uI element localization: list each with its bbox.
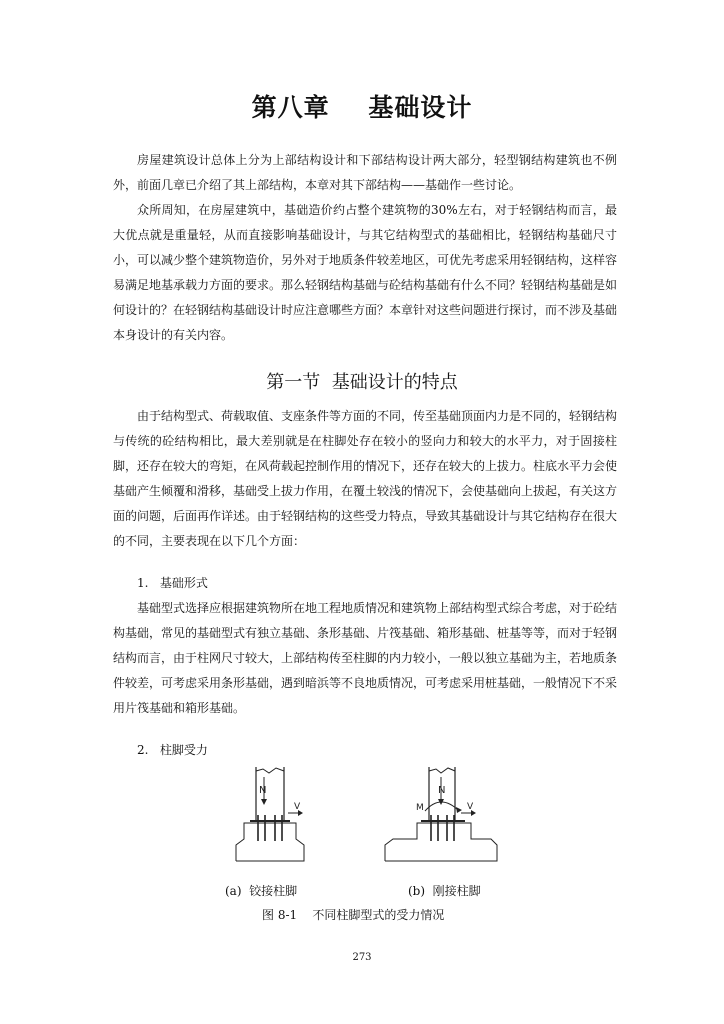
section-paragraph-1: 由于结构型式、荷载取值、支座条件等方面的不同，传至基础顶面内力是不同的，轻钢结构与传统的砼结构相比，最大差别就是在柱脚处存在较小的竖向力和较大的水平力，对于固接柱脚，还存在较大的弯矩，在风荷载起控制作用的情况下，还存在较大的上拔力。柱底水平力会使基础产生倾覆和滑移，基础受上拔力作用，在覆土较浅的情况下，会使基础向上拔起，有关这方面的问题，后面再作详述。由于轻钢结构的这些受力特点，导致其基础设计与其它结构存在很大的不同，主要表现在以下几个方面：	[113, 409, 618, 548]
intro-paragraph-2: 众所周知，在房屋建筑中，基础造价约占整个建筑物的30%左右，对于轻钢结构而言，最大优点就是重量轻，从而直接影响基础设计，与其它结构型式的基础相比，轻钢结构基础尺寸小，可以减少整个建筑物造价，另外对于地质条件较差地区，可优先考虑采用轻钢结构，这样容易满足地基承载力方面的要求。那么轻钢结构基础与砼结构基础有什么不同？轻钢结构基础是如何设计的？在轻钢结构基础设计时应注意哪些方面？本章针对这些问题进行探讨，而不涉及基础本身设计的有关内容。	[113, 203, 618, 342]
caption-a: (a) 铰接柱脚	[225, 884, 298, 898]
label-n-b: N	[438, 785, 446, 796]
figure-pinned-base	[232, 763, 326, 867]
caption-b: (b) 刚接柱脚	[408, 884, 481, 898]
item-2-heading: 2. 柱脚受力	[137, 743, 208, 757]
item-1-heading: 1. 基础形式	[137, 576, 208, 590]
figure-title: 图 8-1 不同柱脚型式的受力情况	[262, 908, 445, 922]
intro-paragraph-1: 房屋建筑设计总体上分为上部结构设计和下部结构设计两大部分，轻型钢结构建筑也不例外，前面几章已介绍了其上部结构，本章对其下部结构——基础作一些讨论。	[113, 153, 617, 192]
label-v-b: V	[467, 802, 474, 812]
item-1-paragraph: 基础型式选择应根据建筑物所在地工程地质情况和建筑物上部结构型式综合考虑，对于砼结构基础，常见的基础型式有独立基础、条形基础、片筏基础、箱形基础、桩基等等，而对于轻钢结构而言，由于柱网尺寸较大，上部结构传至柱脚的内力较小，一般以独立基础为主，若地质条件较差，可考虑采用条形基础，遇到暗浜等不良地质情况，可考虑采用桩基础，一般情况下不采用片筏基础和箱形基础。	[113, 601, 618, 715]
page-number: 273	[352, 952, 372, 963]
section-title: 第一节 基础设计的特点	[266, 372, 458, 393]
label-n-a: N	[259, 785, 267, 796]
figure-fixed-base	[383, 763, 499, 867]
label-v-a: V	[294, 802, 301, 812]
label-m-b: M	[416, 803, 424, 813]
chapter-title: 第八章 基础设计	[251, 93, 473, 122]
